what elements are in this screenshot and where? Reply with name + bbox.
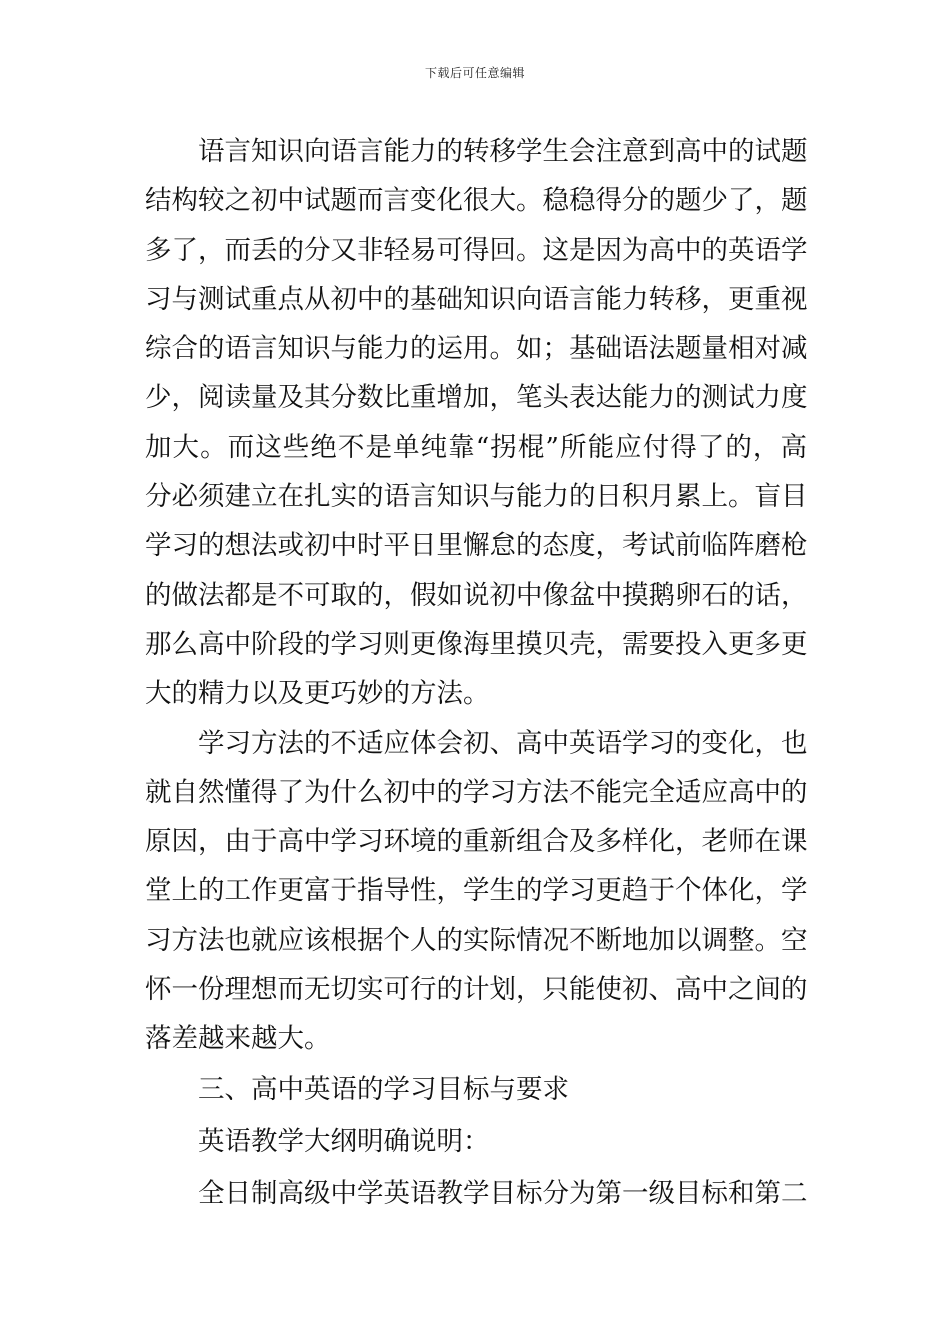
document-body: [145, 127, 807, 1220]
text-line: 就自然懂得了为什么初中的学习方法不能完全适应高中的: [145, 776, 808, 808]
text-line: 多了，而丢的分又非轻易可得回。这是因为高中的英语学: [145, 234, 808, 266]
paragraph-learning-methods: [145, 719, 807, 1064]
text-line: 综合的语言知识与能力的运用。如；基础语法题量相对减: [145, 333, 808, 365]
text-line: 习方法也就应该根据个人的实际情况不断地加以调整。空: [145, 924, 808, 956]
text-line: 全日制高级中学英语教学目标分为第一级目标和第二: [198, 1177, 808, 1209]
text-line: 原因，由于高中学习环境的重新组合及多样化，老师在课: [145, 826, 808, 858]
text-line: 大的精力以及更巧妙的方法。: [145, 678, 490, 710]
text-line: 语言知识向语言能力的转移学生会注意到高中的试题: [198, 136, 808, 167]
text-line: 堂上的工作更富于指导性，学生的学习更趋于个体化，学: [145, 875, 808, 907]
text-line: 加大。而这些绝不是单纯靠“拐棍”所能应付得了的，高: [145, 431, 807, 463]
text-line: 怀一份理想而无切实可行的计划，只能使初、高中之间的: [145, 974, 808, 1006]
text-line: 习与测试重点从初中的基础知识向语言能力转移，更重视: [145, 283, 808, 315]
section-heading: 三、高中英语的学习目标与要求: [198, 1073, 569, 1105]
page-header: 下载后可任意编辑: [424, 66, 525, 80]
text-line: 那么高中阶段的学习则更像海里摸贝壳，需要投入更多更: [145, 628, 808, 660]
text-line: 分必须建立在扎实的语言知识与能力的日积月累上。盲目: [145, 481, 808, 513]
text-line: 学习方法的不适应体会初、高中英语学习的变化，也: [198, 727, 808, 759]
text-line: 学习的想法或初中时平日里懈怠的态度，考试前临阵磨枪: [145, 530, 808, 562]
text-line: 的做法都是不可取的，假如说初中像盆中摸鹅卵石的话，: [145, 579, 808, 611]
text-line: 结构较之初中试题而言变化很大。稳稳得分的题少了，题: [145, 185, 808, 217]
text-line: 少，阅读量及其分数比重增加，笔头表达能力的测试力度: [145, 382, 808, 414]
text-line: 落差越来越大。: [145, 1023, 331, 1055]
paragraph-language-ability: [145, 127, 807, 719]
syllabus-intro: 英语教学大纲明确说明：: [198, 1125, 490, 1157]
